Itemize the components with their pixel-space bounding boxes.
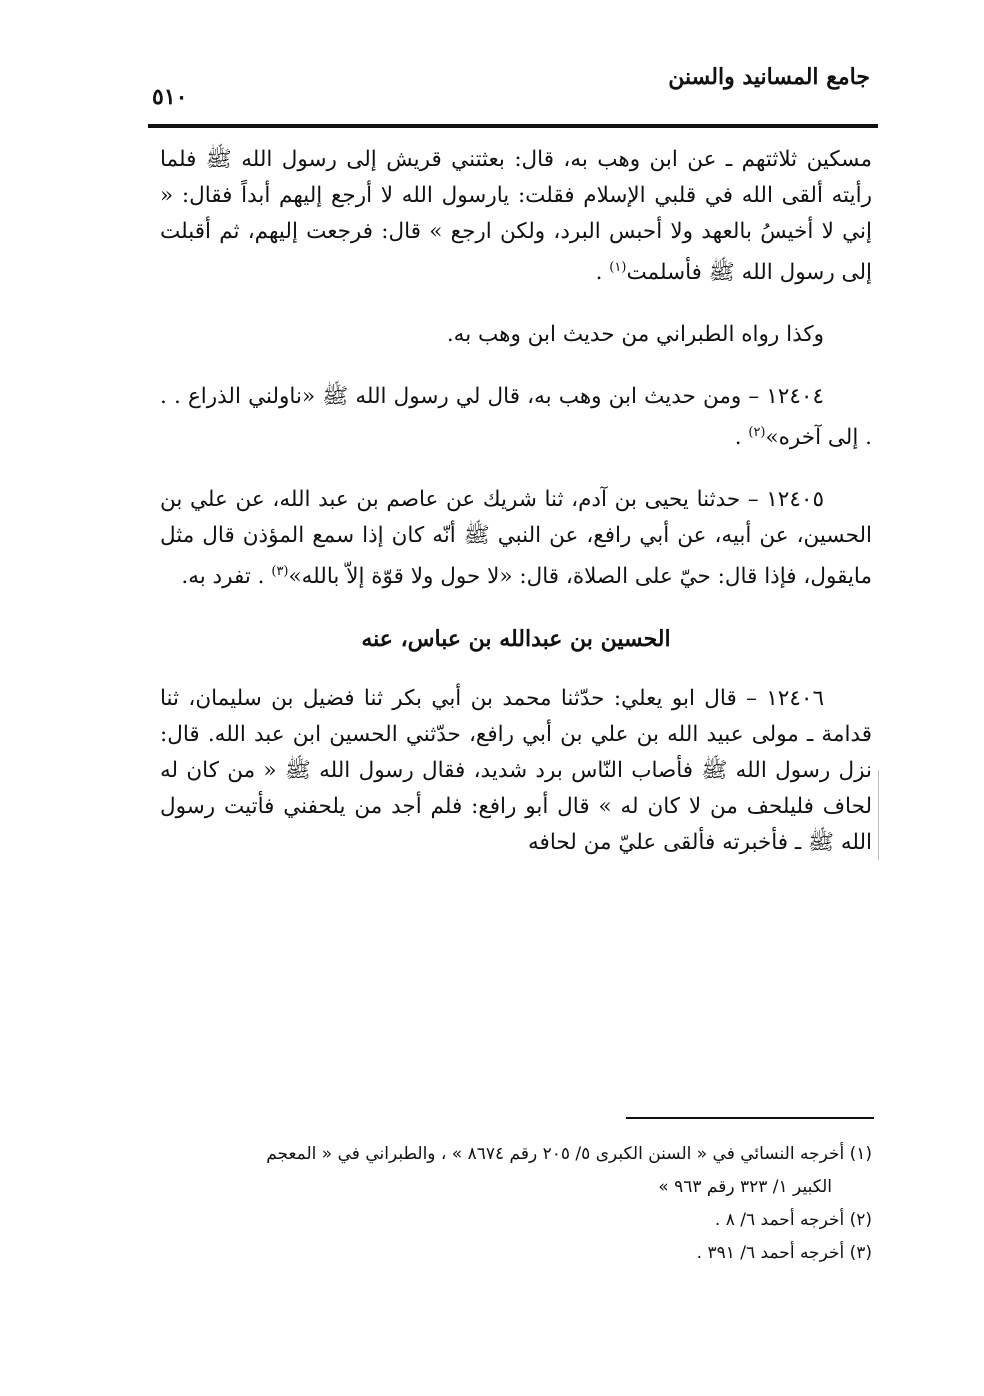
book-title: جامع المسانيد والسنن	[668, 64, 870, 90]
hadith-12405-remark: تفرد به.	[181, 564, 251, 590]
footnote-1-continued: الكبير ١/ ٣٢٣ رقم ٩٦٣ »	[658, 1177, 832, 1197]
hadith-12405-text: ١٢٤٠٥ – حدثنا يحيى بن آدم، ثنا شريك عن عاصم بن عبد الله، عن علي بن الحسين، عن أبيه، عن أبي رافع، عن النبي ﷺ أنّه كان إذا سمع المؤذن قال مثل مايقول، فإذا قال: حيّ على الصلاة، قال: «لا حول ولا قوّة إلاّ بالله»	[160, 487, 872, 590]
section-heading: الحسين بن عبدالله بن عباس، عنه	[361, 626, 671, 653]
footnote-rule	[626, 1117, 874, 1119]
footnote-1: (١) أخرجه النسائي في « السنن الكبرى ٥/ ٢٠٥ رقم ٨٦٧٤ » ، والطبراني في « المعجم	[266, 1144, 872, 1164]
paragraph-1: مسكين ثلاثتهم ـ عن ابن وهب به، قال: بعثتني قريش إلى رسول الله ﷺ فلما رأيته ألقى الله في قلبي الإسلام فقلت: يارسول الله لا أرجع إليهم أبداً فقال: « إني لا أخيسُ بالعهد ولا أحبس البرد، ولكن ارجع » قال: فرجعت إليهم، ثم أقبلت إلى رسول الله ﷺ فأسلمت$^{(١)}$ .	[160, 147, 872, 286]
page-number: ٥١٠	[152, 84, 188, 110]
page-header	[148, 58, 876, 124]
footnotes	[160, 1138, 872, 1270]
margin-mark	[878, 770, 879, 860]
hadith-12406: ١٢٤٠٦ – قال ابو يعلي: حدّثنا محمد بن أبي بكر ثنا فضيل بن سليمان، ثنا قدامة ـ مولى عبيد الله بن علي بن أبي رافع، حدّثني الحسين ابن عبد الله. قال: نزل رسول الله ﷺ فأصاب النّاس برد شديد، فقال رسول الله ﷺ « من كان له لحاف فليلحف من لا كان له » قال أبو رافع: فلم أجد من يلحفني فأتيت رسول الله ﷺ ـ فأخبرته فألقى عليّ من لحافه	[160, 686, 872, 856]
hadith-12404: ١٢٤٠٤ – ومن حديث ابن وهب به، قال لي رسول الله ﷺ «ناولني الذراع . . . إلى آخره»$^{(٢)}$ .	[160, 384, 872, 451]
header-rule	[148, 124, 878, 128]
paragraph-2: وكذا رواه الطبراني من حديث ابن وهب به.	[446, 322, 824, 348]
footnote-ref-2[interactable]: (٢)	[748, 425, 766, 441]
footnote-3: (٣) أخرجه أحمد ٦/ ٣٩١ .	[696, 1243, 872, 1263]
main-text	[160, 142, 872, 861]
paragraph-1-text: مسكين ثلاثتهم ـ عن ابن وهب به، قال: بعثتني قريش إلى رسول الله ﷺ فلما رأيته ألقى الله في قلبي الإسلام فقلت: يارسول الله لا أرجع إليهم أبداً فقال: « إني لا أخيسُ بالعهد ولا أحبس البرد، ولكن ارجع » قال: فرجعت إليهم، ثم أقبلت إلى رسول الله ﷺ فأسلمت	[160, 147, 872, 286]
hadith-12405: ١٢٤٠٥ – حدثنا يحيى بن آدم، ثنا شريك عن عاصم بن عبد الله، عن علي بن الحسين، عن أبيه، عن أبي رافع، عن النبي ﷺ أنّه كان إذا سمع المؤذن قال مثل مايقول، فإذا قال: حيّ على الصلاة، قال: «لا حول ولا قوّة إلاّ بالله»$^{(٣)}$ . تفرد به.	[160, 487, 872, 590]
footnote-ref-1[interactable]: (١)	[609, 260, 627, 275]
footnote-ref-3[interactable]: (٣)	[271, 564, 289, 580]
footnote-2: (٢) أخرجه أحمد ٦/ ٨ .	[714, 1210, 872, 1230]
hadith-12404-text: ١٢٤٠٤ – ومن حديث ابن وهب به، قال لي رسول الله ﷺ «ناولني الذراع . . . إلى آخره»	[160, 384, 872, 451]
